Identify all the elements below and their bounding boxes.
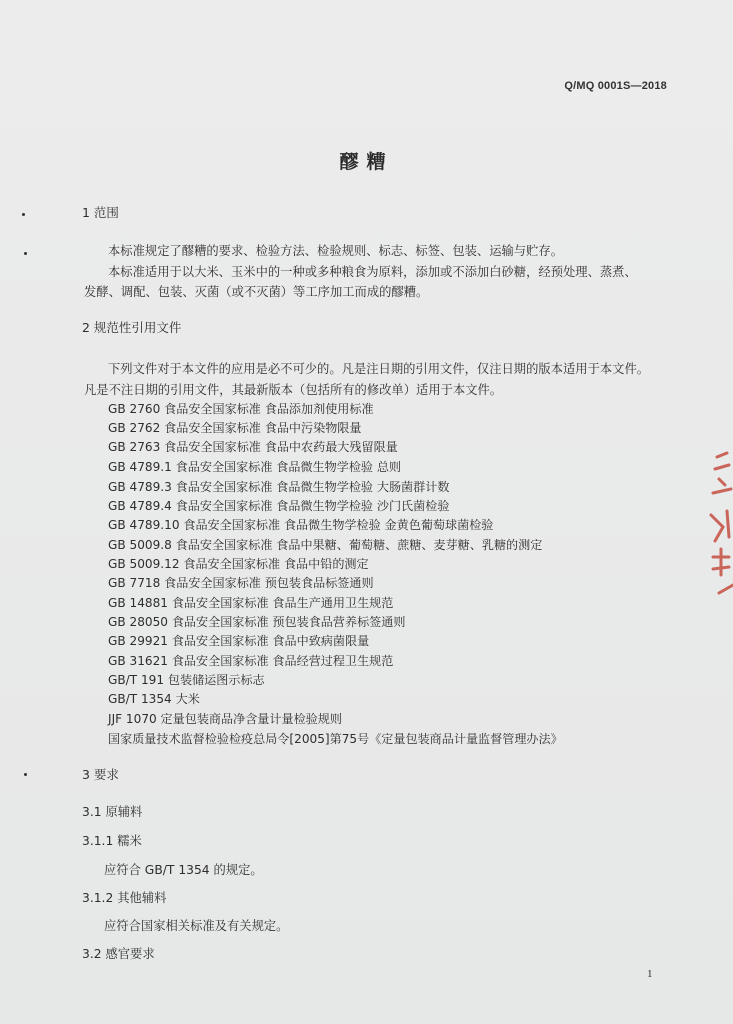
document-title: 醪糟 <box>339 151 394 173</box>
reference-item: JJF 1070 定量包装商品净含量计量检验规则 <box>108 712 342 726</box>
reference-item: GB 28050 食品安全国家标准 预包装食品营养标签通则 <box>108 615 406 629</box>
paragraph: 下列文件对于本文件的应用是必不可少的。凡是注日期的引用文件，仅注日期的版本适用于本文件。 <box>108 362 650 376</box>
standard-code: Q/MQ 0001S—2018 <box>564 80 667 92</box>
seal-stamp <box>705 445 733 605</box>
reference-item: GB 4789.3 食品安全国家标准 食品微生物学检验 大肠菌群计数 <box>108 480 450 494</box>
reference-item: GB 14881 食品安全国家标准 食品生产通用卫生规范 <box>108 596 394 610</box>
reference-item: GB 29921 食品安全国家标准 食品中致病菌限量 <box>108 634 370 648</box>
paragraph: 应符合国家相关标准及有关规定。 <box>104 919 289 933</box>
reference-item: 国家质量技术监督检验检疫总局令[2005]第75号《定量包装商品计量监督管理办法》 <box>108 732 563 746</box>
reference-item: GB 2762 食品安全国家标准 食品中污染物限量 <box>108 421 362 435</box>
reference-item: GB 5009.12 食品安全国家标准 食品中铅的测定 <box>108 557 369 571</box>
paragraph: 本标准适用于以大米、玉米中的一种或多种粮食为原料，添加或不添加白砂糖，经预处理、蒸煮、 <box>108 265 637 279</box>
margin-dot <box>24 252 27 255</box>
reference-item: GB 7718 食品安全国家标准 预包装食品标签通则 <box>108 576 374 590</box>
margin-dot <box>24 773 27 776</box>
paragraph: 发酵、调配、包装、灭菌（或不灭菌）等工序加工而成的醪糟。 <box>84 285 429 299</box>
paragraph: 本标准规定了醪糟的要求、检验方法、检验规则、标志、标签、包装、运输与贮存。 <box>108 244 563 258</box>
reference-item: GB 2760 食品安全国家标准 食品添加剂使用标准 <box>108 402 374 416</box>
section-3-heading: 3 要求 <box>82 767 119 782</box>
subsection-heading: 3.1.1 糯米 <box>82 834 142 848</box>
section-2-heading: 2 规范性引用文件 <box>82 320 182 335</box>
reference-item: GB 4789.10 食品安全国家标准 食品微生物学检验 金黄色葡萄球菌检验 <box>108 518 494 532</box>
reference-item: GB 4789.4 食品安全国家标准 食品微生物学检验 沙门氏菌检验 <box>108 499 450 513</box>
paragraph: 凡是不注日期的引用文件，其最新版本（包括所有的修改单）适用于本文件。 <box>84 383 503 397</box>
reference-item: GB 4789.1 食品安全国家标准 食品微生物学检验 总则 <box>108 460 402 474</box>
reference-item: GB 5009.8 食品安全国家标准 食品中果糖、葡萄糖、蔗糖、麦芽糖、乳糖的测定 <box>108 538 543 552</box>
subsection-heading: 3.1.2 其他辅料 <box>82 891 167 905</box>
subsection-heading: 3.1 原辅料 <box>82 805 143 819</box>
paragraph: 应符合 GB/T 1354 的规定。 <box>104 863 263 877</box>
subsection-heading: 3.2 感官要求 <box>82 947 155 961</box>
reference-item: GB 2763 食品安全国家标准 食品中农药最大残留限量 <box>108 440 398 454</box>
reference-item: GB/T 191 包装储运图示标志 <box>108 673 265 687</box>
reference-item: GB 31621 食品安全国家标准 食品经营过程卫生规范 <box>108 654 394 668</box>
reference-item: GB/T 1354 大米 <box>108 692 200 706</box>
section-1-heading: 1 范围 <box>82 205 119 220</box>
margin-dot <box>22 213 25 216</box>
page-number: 1 <box>647 968 653 980</box>
